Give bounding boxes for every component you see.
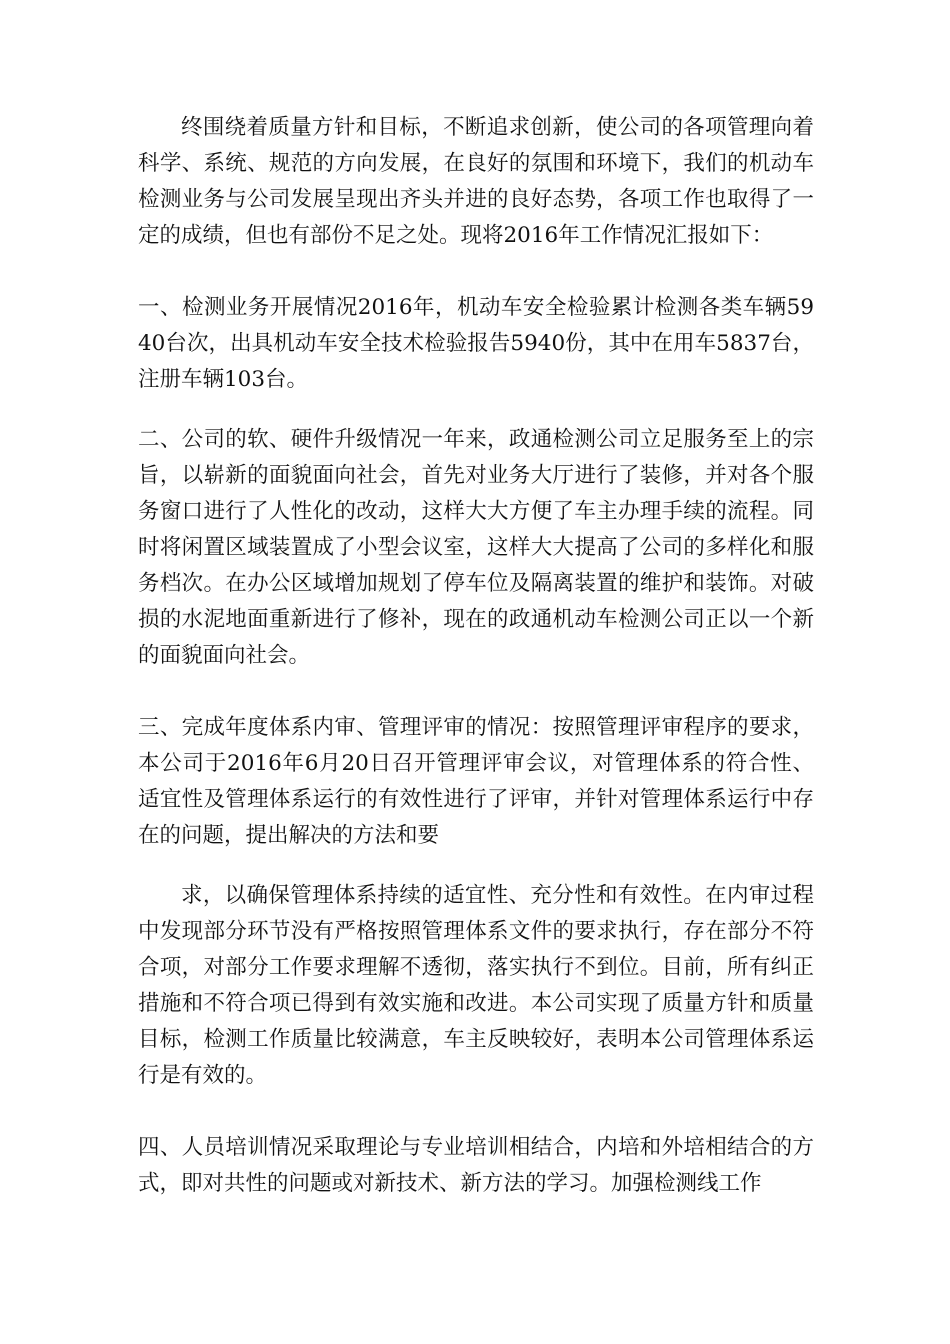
paragraph-section-2: 二、公司的软、硬件升级情况一年来，政通检测公司立足服务至上的宗旨，以崭新的面貌面向社会，首先对业务大厅进行了装修，并对各个服务窗口进行了人性化的改动，这样大大方便了车主办理手续的流程。同时将闲置区域装置成了小型会议室，这样大大提高了公司的多样化和服务档次。在办公区域增加规划了停车位及隔离装置的维护和装饰。对破损的水泥地面重新进行了修补，现在的政通机动车检测公司正以一个新的面貌面向社会。 (138, 427, 814, 668)
paragraph-section-3-continued: 求，以确保管理体系持续的适宜性、充分性和有效性。在内审过程中发现部分环节没有严格按照管理体系文件的要求执行，存在部分不符合项，对部分工作要求理解不透彻，落实执行不到位。目前，所有纠正措施和不符合项已得到有效实施和改进。本公司实现了质量方针和质量目标，检测工作质量比较满意，车主反映较好，表明本公司管理体系运行是有效的。 (138, 883, 814, 1088)
paragraph-section-3: 三、完成年度体系内审、管理评审的情况：按照管理评审程序的要求，本公司于2016年6月20日召开管理评审会议，对管理体系的符合性、适宜性及管理体系运行的有效性进行了评审，并针对管理体系运行中存在的问题，提出解决的方法和要 (138, 715, 814, 848)
paragraph-section-4: 四、人员培训情况采取理论与专业培训相结合，内培和外培相结合的方式，即对共性的问题或对新技术、新方法的学习。加强检测线工作 (138, 1135, 814, 1196)
paragraph-section-1: 一、检测业务开展情况2016年，机动车安全检验累计检测各类车辆5940台次，出具机动车安全技术检验报告5940份，其中在用车5837台，注册车辆103台。 (138, 295, 814, 392)
paragraph-intro: 终围绕着质量方针和目标，不断追求创新，使公司的各项管理向着科学、系统、规范的方向发展，在良好的氛围和环境下，我们的机动车检测业务与公司发展呈现出齐头并进的良好态势，各项工作也取得了一定的成绩，但也有部份不足之处。现将2016年工作情况汇报如下： (138, 115, 814, 248)
